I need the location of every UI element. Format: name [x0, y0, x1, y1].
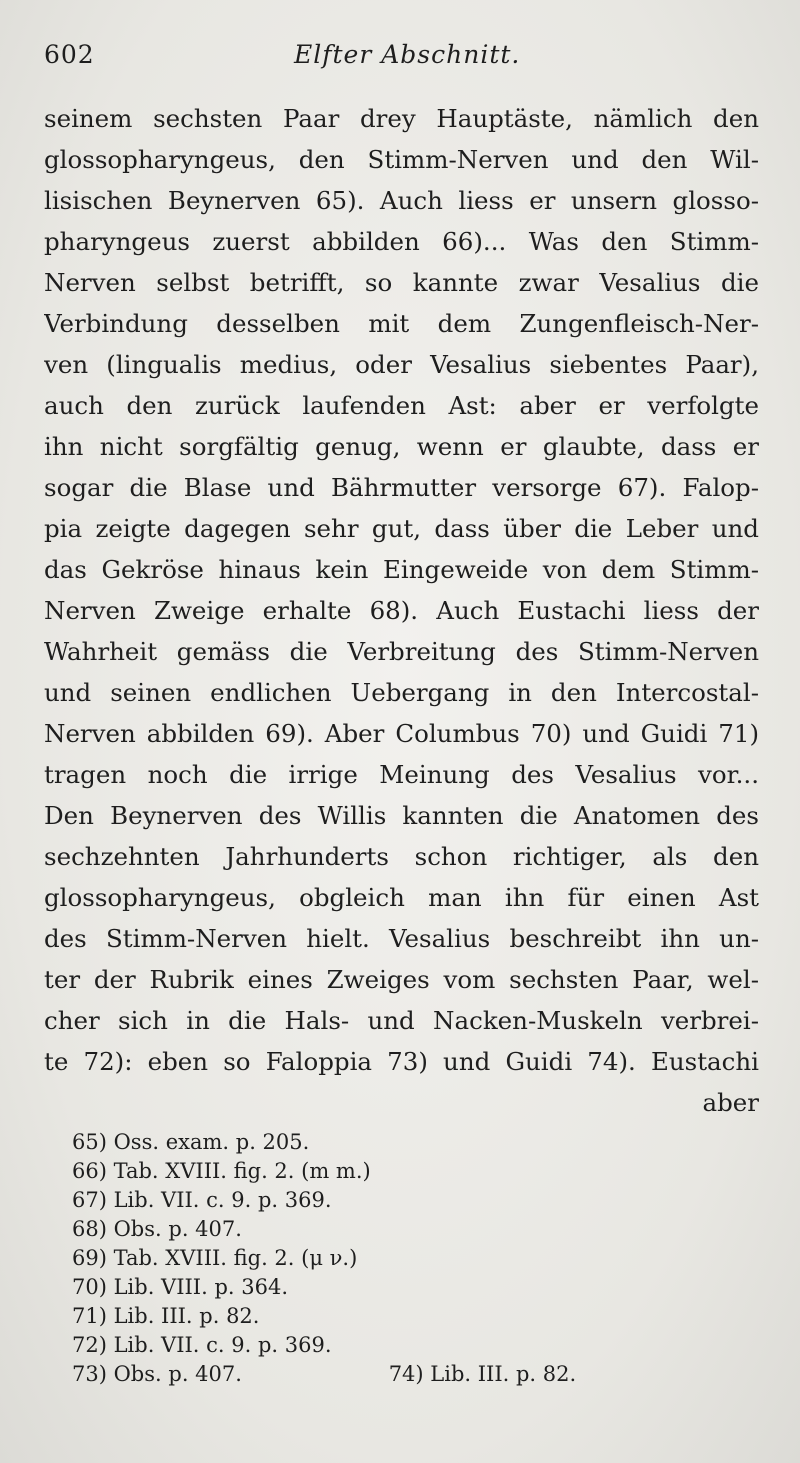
text-line: glossopharyngeus, obgleich man ihn für einen Ast — [44, 883, 759, 912]
text-line: sogar die Blase und Bährmutter versorge 67). Falop- — [44, 473, 759, 502]
text-line: das Gekröse hinaus kein Eingeweide von dem Stimm- — [44, 555, 759, 584]
body-text — [44, 98, 759, 1123]
text-line: sechzehnten Jahrhunderts schon richtiger, als den — [44, 842, 759, 871]
text-line: Verbindung desselben mit dem Zungenfleisch-Ner- — [44, 309, 759, 338]
text-line: lisischen Beynerven 65). Auch liess er unsern glosso- — [44, 186, 759, 215]
footnote: 65) Oss. exam. p. 205. — [72, 1130, 310, 1154]
text-line: auch den zurück laufenden Ast: aber er verfolgte — [44, 391, 759, 420]
text-line: ven (lingualis medius, oder Vesalius siebentes Paar), — [44, 350, 759, 379]
footnote: 71) Lib. III. p. 82. — [72, 1304, 260, 1328]
footnote: 66) Tab. XVIII. fig. 2. (m m.) — [72, 1159, 371, 1183]
catchword: aber — [702, 1088, 759, 1117]
text-line: Nerven selbst betrifft, so kannte zwar Vesalius die — [44, 268, 759, 297]
running-head: Elfter Abschnitt. — [294, 40, 521, 69]
footnote: 72) Lib. VII. c. 9. p. 369. — [72, 1333, 332, 1357]
text-line: seinem sechsten Paar drey Hauptäste, nämlich den — [44, 104, 759, 133]
text-line: ihn nicht sorgfältig genug, wenn er glaubte, dass er — [44, 432, 759, 461]
page-header — [44, 40, 760, 80]
text-line: ter der Rubrik eines Zweiges vom sechsten Paar, wel- — [44, 965, 759, 994]
footnote: 69) Tab. XVIII. fig. 2. (μ ν.) — [72, 1246, 358, 1270]
text-line: Wahrheit gemäss die Verbreitung des Stimm-Nerven — [44, 637, 759, 666]
text-line: tragen noch die irrige Meinung des Vesalius vor... — [44, 760, 759, 789]
text-line: Nerven Zweige erhalte 68). Auch Eustachi liess der — [44, 596, 759, 625]
text-line: te 72): eben so Faloppia 73) und Guidi 74). Eustachi — [44, 1047, 759, 1076]
footnotes — [72, 1128, 672, 1389]
text-line: Nerven abbilden 69). Aber Columbus 70) und Guidi 71) — [44, 719, 759, 748]
page-number: 602 — [44, 40, 95, 69]
footnote-row — [72, 1360, 672, 1389]
text-line: pharyngeus zuerst abbilden 66)... Was den Stimm- — [44, 227, 759, 256]
text-line: und seinen endlichen Uebergang in den Intercostal- — [44, 678, 759, 707]
text-line: pia zeigte dagegen sehr gut, dass über die Leber und — [44, 514, 759, 543]
footnote: 73) Obs. p. 407. — [72, 1362, 242, 1386]
footnote: 67) Lib. VII. c. 9. p. 369. — [72, 1188, 332, 1212]
footnote: 68) Obs. p. 407. — [72, 1217, 242, 1241]
text-line: glossopharyngeus, den Stimm-Nerven und den Wil- — [44, 145, 759, 174]
text-line: cher sich in die Hals- und Nacken-Muskeln verbrei- — [44, 1006, 759, 1035]
text-line: des Stimm-Nerven hielt. Vesalius beschreibt ihn un- — [44, 924, 759, 953]
footnote: 74) Lib. III. p. 82. — [388, 1362, 577, 1386]
text-line: Den Beynerven des Willis kannten die Anatomen des — [44, 801, 759, 830]
footnote: 70) Lib. VIII. p. 364. — [72, 1275, 288, 1299]
